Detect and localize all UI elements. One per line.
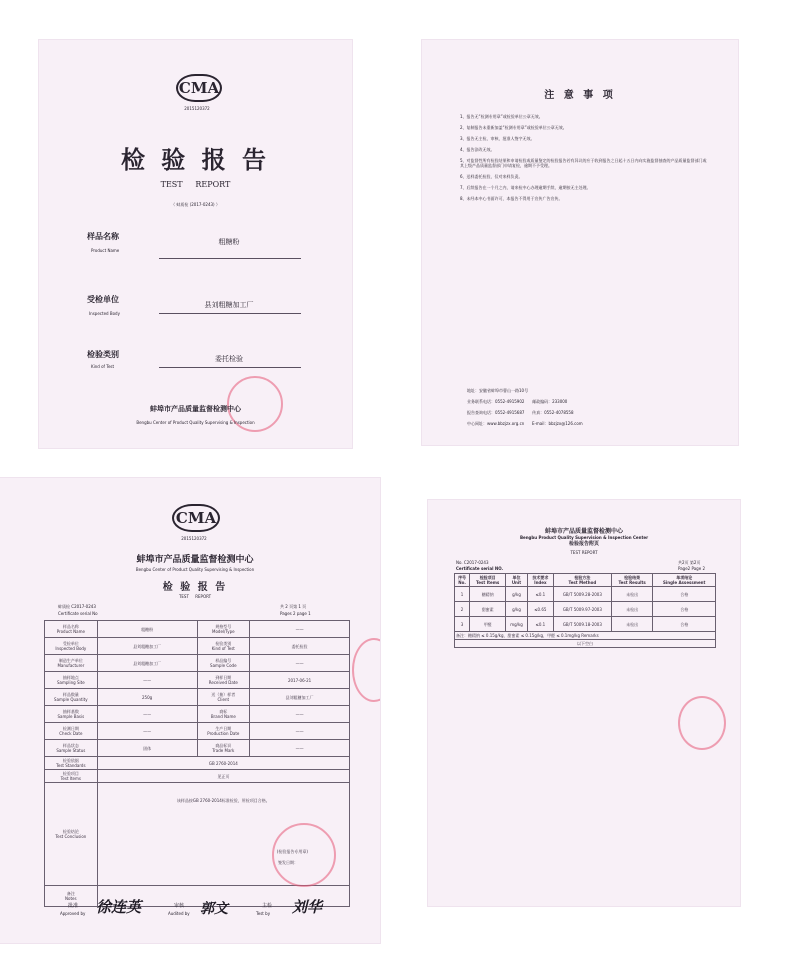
row-label-text: 样品数量 <box>62 692 79 697</box>
note-item: 8、未经本中心书面许可，本报告不得用于宣传广告宣传。 <box>460 196 563 201</box>
table-cell: GB/T 5009.28-2003 <box>553 587 611 602</box>
annex-title-cn: 检验报告附页 <box>568 541 599 547</box>
tested-signature: 刘华 <box>292 898 323 916</box>
table-row <box>45 672 350 689</box>
column-header-text: 检验结果 <box>624 575 641 580</box>
row-label-text: Brand Name <box>210 714 236 719</box>
row-label <box>197 621 250 638</box>
notes-page <box>422 40 738 445</box>
basis-label-cell <box>45 757 98 770</box>
row-value-text: 固体 <box>143 745 152 751</box>
row-value <box>97 655 197 672</box>
tested-label-en: Test by <box>256 911 271 916</box>
field-label-inspected: 受检单位 <box>87 294 119 304</box>
audited-label: 审核 <box>174 903 185 909</box>
column-header-text: 单项结论 <box>676 575 693 580</box>
table-cell: 甲醛 <box>470 617 506 632</box>
table-cell: ≤0.65 <box>527 602 553 617</box>
row-label <box>45 689 98 706</box>
report-rows <box>45 621 350 757</box>
row-value <box>97 638 197 655</box>
row-label-text: Sample Code <box>210 663 237 668</box>
table-cell: ≤0.1 <box>527 617 553 632</box>
items-label: 检验项目 <box>62 771 79 776</box>
column-header-text: Single Assessment <box>663 580 706 585</box>
note-item: 1、报告无“检测专用章”或检验单位公章无效。 <box>460 114 543 119</box>
row-label-text: 送（抽）样者 <box>211 692 236 697</box>
basis-value: GB 2760-2014 <box>97 757 349 770</box>
notes-title: 注 意 事 项 <box>544 90 616 101</box>
table-row <box>455 617 716 632</box>
column-header-text: 单位 <box>512 575 521 580</box>
row-label-text: Production Date <box>207 731 240 736</box>
conclusion-label-cell <box>45 783 98 886</box>
report-title-cn: 检 验 报 告 <box>162 582 228 593</box>
row-label-text: 样品编号 <box>215 658 232 663</box>
row-value-text: —— <box>143 728 152 734</box>
row-label-text: 商品标识 <box>215 743 232 748</box>
note-item: 2、复制报告未重新加盖“检测专用章”或检验单位公章无效。 <box>460 125 567 130</box>
row-label-text: Sample Basis <box>57 714 85 719</box>
annex-pages-en: Page2 Page 2 <box>678 566 705 571</box>
row-label <box>45 706 98 723</box>
contact-line: 业务联系电话：0552-4915902 邮政编码：233000 <box>467 399 568 404</box>
column-header-text: Test Results <box>618 580 646 585</box>
basis-label-en: Test Standards <box>56 763 86 768</box>
table-row <box>45 723 350 740</box>
row-label <box>45 723 98 740</box>
note-item: 3、报告无主检、审核、批准人签字无效。 <box>460 136 535 141</box>
contact-line: 报告查询电话：0552-4915687 传真：0552-4078558 <box>467 410 574 415</box>
row-value <box>250 621 350 638</box>
row-value-text: —— <box>295 626 304 632</box>
page-count-en: Pages 2 page 1 <box>280 611 311 616</box>
row-label-text: 检测日期 <box>62 726 79 731</box>
row-label-text: Product Name <box>56 629 85 634</box>
row-label-text: 制造生产单位 <box>58 658 83 663</box>
row-label-text: Sampling Site <box>56 680 85 685</box>
row-label <box>197 689 250 706</box>
table-cell: 1 <box>455 587 470 602</box>
cover-title-en: TEST REPORT <box>160 180 231 189</box>
annex-title-en: TEST REPORT <box>570 550 598 555</box>
column-header-text: 序号 <box>458 575 467 580</box>
column-header-text: Index <box>534 580 547 585</box>
contact-line: 地址：安徽省蚌埠市曹山一路10号 <box>467 388 529 393</box>
field-value-inspected: 县刘粗糖加工厂 <box>204 301 254 309</box>
inspection-seal <box>272 823 336 887</box>
row-label-text: 检验类别 <box>215 641 232 646</box>
table-row <box>455 587 716 602</box>
column-header <box>455 574 470 587</box>
note-item: 6、送样委托检验，仅对来样负责。 <box>460 174 523 179</box>
serial-number: 蚌质检 C2017-0243 <box>58 604 96 609</box>
annex-org-cn: 蚌埠市产品质量监督检测中心 <box>544 528 623 535</box>
row-label-text: Check Date <box>59 731 83 736</box>
report-number: （ 蚌质检 (2017-0243) ） <box>171 202 220 207</box>
report-org-en: Bengbu Center of Product Quality Supervising & Inspection <box>135 567 255 572</box>
table-cell: g/kg <box>506 602 528 617</box>
items-value: 见正页 <box>97 770 349 783</box>
table-cell: 合格 <box>653 587 716 602</box>
table-row <box>45 689 350 706</box>
table-cell: GB/T 5009.18-2003 <box>553 617 611 632</box>
table-cell: 糖精钠 <box>470 587 506 602</box>
row-label-text: 商标 <box>219 709 228 714</box>
serial-number-en: Certificate serial No <box>58 611 98 616</box>
row-value-text: 250g <box>141 694 153 700</box>
approved-label-en: Approved by <box>60 911 86 916</box>
column-header-text: Test Items <box>476 580 500 585</box>
row-label-text: 生产日期 <box>215 726 232 731</box>
annex-serial-en: Certificate serial NO. <box>456 566 504 571</box>
row-value-text: —— <box>295 711 304 717</box>
table-row <box>45 638 350 655</box>
issue-seal-label: (检验报告专用章) <box>276 849 308 854</box>
annex-seal <box>678 696 726 750</box>
table-cell: 合格 <box>653 602 716 617</box>
table-cell: 未检出 <box>611 602 653 617</box>
contact-line: 中心网址：www.bbzjzx.org.cn E-mail：bbzjzx@126.com <box>467 421 583 426</box>
table-cell: 2 <box>455 602 470 617</box>
column-header-text: 检验项目 <box>479 575 496 580</box>
table-cell: mg/kg <box>506 617 528 632</box>
column-header <box>470 574 506 587</box>
approved-signature: 徐连英 <box>96 898 142 916</box>
column-header <box>611 574 653 587</box>
audited-label-en: Audited by <box>168 911 190 916</box>
row-value <box>250 706 350 723</box>
cover-title-cn: 检 验 报 告 <box>120 145 271 174</box>
row-value <box>97 706 197 723</box>
row-value-text: —— <box>295 728 304 734</box>
cover-org-cn: 蚌埠市产品质量监督检测中心 <box>150 404 241 413</box>
annex-table <box>454 573 716 648</box>
table-cell: g/kg <box>506 587 528 602</box>
row-label <box>45 621 98 638</box>
note-item: 5、对监督性所有检验结果和申请检验或质量鉴定的检验报告若有异议的应于收到报告之日起十五日内向实施监督抽查的产品质量监督部门或其上级产品质量监督部门申请复检，逾期不予受理。 <box>460 158 707 168</box>
edge-seal <box>352 638 380 702</box>
field-value-kind: 委托检验 <box>215 355 243 363</box>
column-header <box>506 574 528 587</box>
table-cell: 未检出 <box>611 587 653 602</box>
row-value <box>250 672 350 689</box>
row-label-text: 规格型号 <box>215 624 232 629</box>
table-row <box>455 602 716 617</box>
field-label-kind: 检验类别 <box>87 349 119 359</box>
table-header-row <box>455 574 716 587</box>
report-org-cn: 蚌埠市产品质量监督检测中心 <box>136 555 254 565</box>
row-value-text: —— <box>295 660 304 666</box>
row-label-text: Received Date <box>208 680 238 685</box>
field-underline <box>159 367 301 368</box>
remarks-label-en: Notes <box>65 896 77 901</box>
row-label <box>197 740 250 757</box>
row-label <box>197 723 250 740</box>
field-underline <box>159 313 301 314</box>
row-label <box>45 740 98 757</box>
column-header-text: 检验方法 <box>574 575 591 580</box>
row-label-text: 样品名称 <box>62 624 79 629</box>
row-value <box>97 723 197 740</box>
row-label-text: Manufacturer <box>57 663 85 668</box>
row-label-text: 样品状态 <box>62 743 79 748</box>
row-value-text: 2017-06-21 <box>287 677 312 683</box>
row-label <box>45 672 98 689</box>
row-label <box>197 638 250 655</box>
row-value-text: —— <box>295 745 304 751</box>
annex-rows <box>455 587 716 632</box>
row-label-text: Client <box>217 697 230 702</box>
row-value-text: —— <box>143 677 152 683</box>
field-label-product-en: Product Name <box>91 248 120 253</box>
table-cell: 未检出 <box>611 617 653 632</box>
conclusion-label: 检验结论 <box>62 829 79 834</box>
tested-label: 主检 <box>262 903 273 909</box>
table-cell: 合格 <box>653 617 716 632</box>
field-value-product: 粗糖粉 <box>218 238 240 246</box>
row-label-text: Sample Status <box>56 748 86 753</box>
column-header-text: 技术要求 <box>532 575 549 580</box>
items-label-cell <box>45 770 98 783</box>
column-header <box>553 574 611 587</box>
approved-label: 批准 <box>68 903 79 909</box>
annex-header <box>455 574 716 587</box>
column-header <box>527 574 553 587</box>
field-label-kind-en: Kind of Test <box>91 364 115 369</box>
table-row <box>455 632 716 640</box>
page-count: 共 2 页第 1 页 <box>280 604 307 609</box>
row-value <box>250 638 350 655</box>
row-label-text: 受检单位 <box>62 641 79 646</box>
cma-logo: CMA <box>172 504 220 532</box>
row-value <box>250 689 350 706</box>
table-cell: ≤0.1 <box>527 587 553 602</box>
annex-serial: No. C2017-0243 <box>456 560 489 565</box>
row-value <box>97 689 197 706</box>
table-cell: GB/T 5009.97-2003 <box>553 602 611 617</box>
field-label-product: 样品名称 <box>87 231 119 241</box>
annex-remarks: 备注：糖精钠 ≤ 0.15g/kg，甜蜜素 ≤ 0.15g/kg，甲醛 ≤ 0.1mg/kg Remarks <box>455 632 716 640</box>
cert-number: 2015120372 <box>184 106 210 111</box>
row-label-text: 到样日期 <box>215 675 232 680</box>
row-label-text: Inspected Body <box>55 646 87 651</box>
column-header-text: Unit <box>511 580 522 585</box>
row-label <box>45 638 98 655</box>
column-header-text: Test Method <box>568 580 597 585</box>
report-page <box>0 478 380 943</box>
row-label-text: Kind of Test <box>211 646 235 651</box>
column-header <box>653 574 716 587</box>
annex-page <box>428 500 740 906</box>
annex-org-en: Bengbu Product Quality Supervision & Inspection Center <box>519 535 649 540</box>
table-cell: 3 <box>455 617 470 632</box>
notes-list <box>460 114 710 207</box>
column-header-text: No. <box>458 580 466 585</box>
field-label-inspected-en: Inspected Body <box>89 311 120 316</box>
note-item: 4、报告涂改无效。 <box>460 147 495 152</box>
table-row <box>45 740 350 757</box>
row-label-text: Trade Mark <box>212 748 235 753</box>
remarks-label: 备注 <box>66 891 75 896</box>
items-label-en: Test Items <box>60 776 81 781</box>
contact-block <box>467 388 707 432</box>
row-label <box>197 706 250 723</box>
basis-label: 检验依据 <box>62 758 79 763</box>
field-underline <box>159 258 301 259</box>
row-value <box>250 655 350 672</box>
row-value <box>250 723 350 740</box>
conclusion-label-en: Test Conclusion <box>55 834 87 839</box>
table-row <box>45 706 350 723</box>
row-value <box>97 672 197 689</box>
report-title-en: TEST REPORT <box>178 594 212 599</box>
row-label <box>197 655 250 672</box>
table-row <box>45 770 350 783</box>
row-value-text: 粗糖粉 <box>141 626 154 632</box>
table-row <box>45 757 350 770</box>
table-row <box>45 621 350 638</box>
note-item: 7、后续报告在一个月之内，请来检中心办理逾期手续，逾期按无主处理。 <box>460 185 591 190</box>
cma-logo: CMA <box>176 74 222 102</box>
row-value-text: 县刘粗糖加工厂 <box>133 643 162 649</box>
conclusion-value: 该样品按GB 2760-2014标准检验，所检项目合格。 <box>176 798 270 803</box>
audited-signature: 郭文 <box>200 901 228 917</box>
row-value <box>97 740 197 757</box>
row-label <box>197 672 250 689</box>
row-value-text: 县刘粗糖加工厂 <box>285 694 314 700</box>
row-label-text: Sample Quantity <box>54 697 88 702</box>
table-row <box>455 640 716 648</box>
annex-pages: 共2页 第2页 <box>678 560 701 565</box>
row-label-text: Model/Type <box>212 629 235 634</box>
row-value-text: 委托检验 <box>291 643 308 649</box>
cover-org-en: Bengbu Center of Product Quality Supervising & Inspection <box>136 420 255 425</box>
row-label-text: 抽样基数 <box>62 709 79 714</box>
table-cell: 甜蜜素 <box>470 602 506 617</box>
row-label <box>45 655 98 672</box>
issue-date: 签发日期： <box>278 860 298 865</box>
annex-end: 以下空白 <box>455 640 716 648</box>
table-row <box>45 655 350 672</box>
cert-number: 2015120372 <box>181 536 207 541</box>
row-label-text: 抽样地点 <box>62 675 79 680</box>
cover-page <box>39 40 352 448</box>
row-value <box>250 740 350 757</box>
row-value-text: —— <box>143 711 152 717</box>
row-value <box>97 621 197 638</box>
row-value-text: 县刘粗糖加工厂 <box>133 660 162 666</box>
